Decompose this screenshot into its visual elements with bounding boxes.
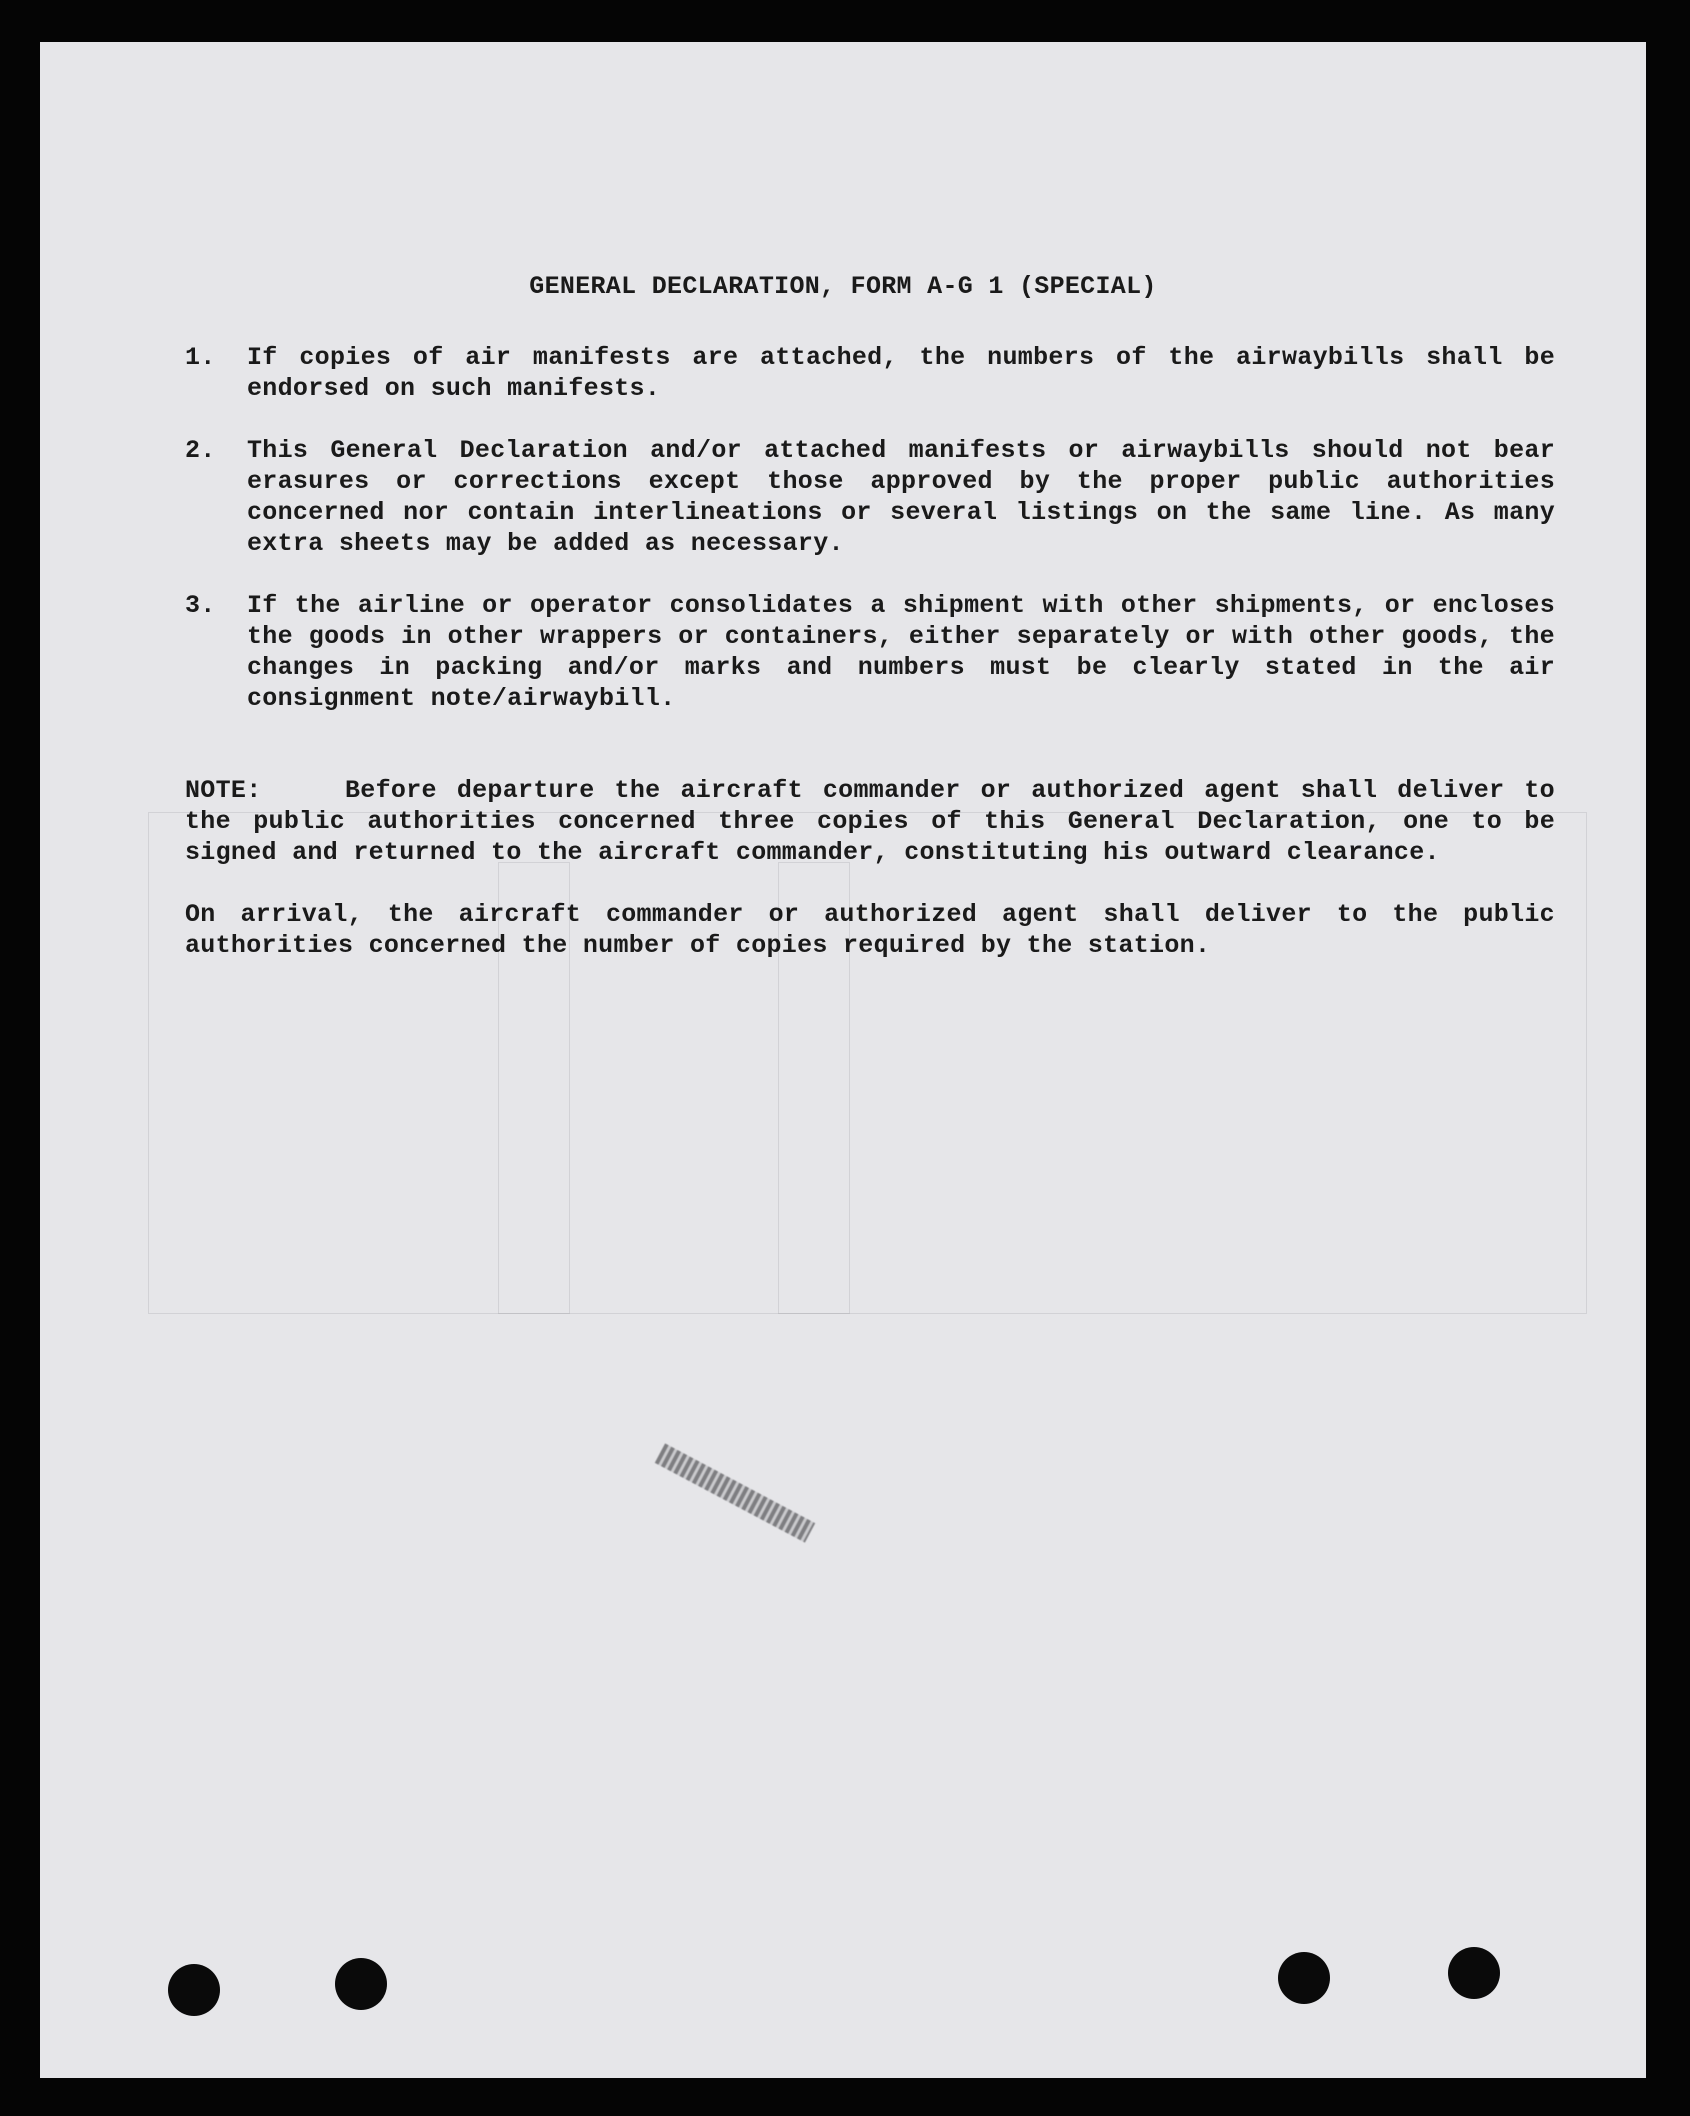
item-text: If the airline or operator consolidates a shipment with other shipments, or encloses the goods in other wrappers or containers, either separately or with other goods, the changes in packing and/or marks and numbers must be clearly stated in the air consignment note/airwaybill. (247, 591, 1555, 713)
item-text: This General Declaration and/or attached manifests or airwaybills should not bear erasures or corrections except those approved by the proper public authorities concerned nor contain interlineations or several listings on the same line. As many extra sheets may be added as necessary. (247, 436, 1555, 558)
list-item (185, 435, 1555, 559)
item-number: 2. (185, 436, 216, 465)
document-title: GENERAL DECLARATION, FORM A-G 1 (SPECIAL) (529, 272, 1157, 301)
item-number: 1. (185, 343, 216, 372)
item-number: 3. (185, 591, 216, 620)
list-item (185, 590, 1555, 714)
document-page (40, 42, 1646, 2078)
punch-hole (1448, 1947, 1500, 1999)
note-paragraph (185, 775, 1555, 868)
arrival-paragraph: On arrival, the aircraft commander or authorized agent shall deliver to the public authorities concerned the number of copies required by the station. (185, 900, 1555, 960)
note-label: NOTE: (185, 776, 262, 805)
note-text: Before departure the aircraft commander or authorized agent shall deliver to the public authorities concerned three copies of this General Declaration, one to be signed and returned to the aircraft commander, constituting his outward clearance. (185, 776, 1555, 867)
item-text: If copies of air manifests are attached, the numbers of the airwaybills shall be endorsed on such manifests. (247, 343, 1555, 403)
faint-stamp-mark (655, 1443, 815, 1542)
punch-hole (1278, 1952, 1330, 2004)
document-body (185, 342, 1555, 992)
list-item (185, 342, 1555, 404)
punch-hole (168, 1964, 220, 2016)
punch-hole (335, 1958, 387, 2010)
